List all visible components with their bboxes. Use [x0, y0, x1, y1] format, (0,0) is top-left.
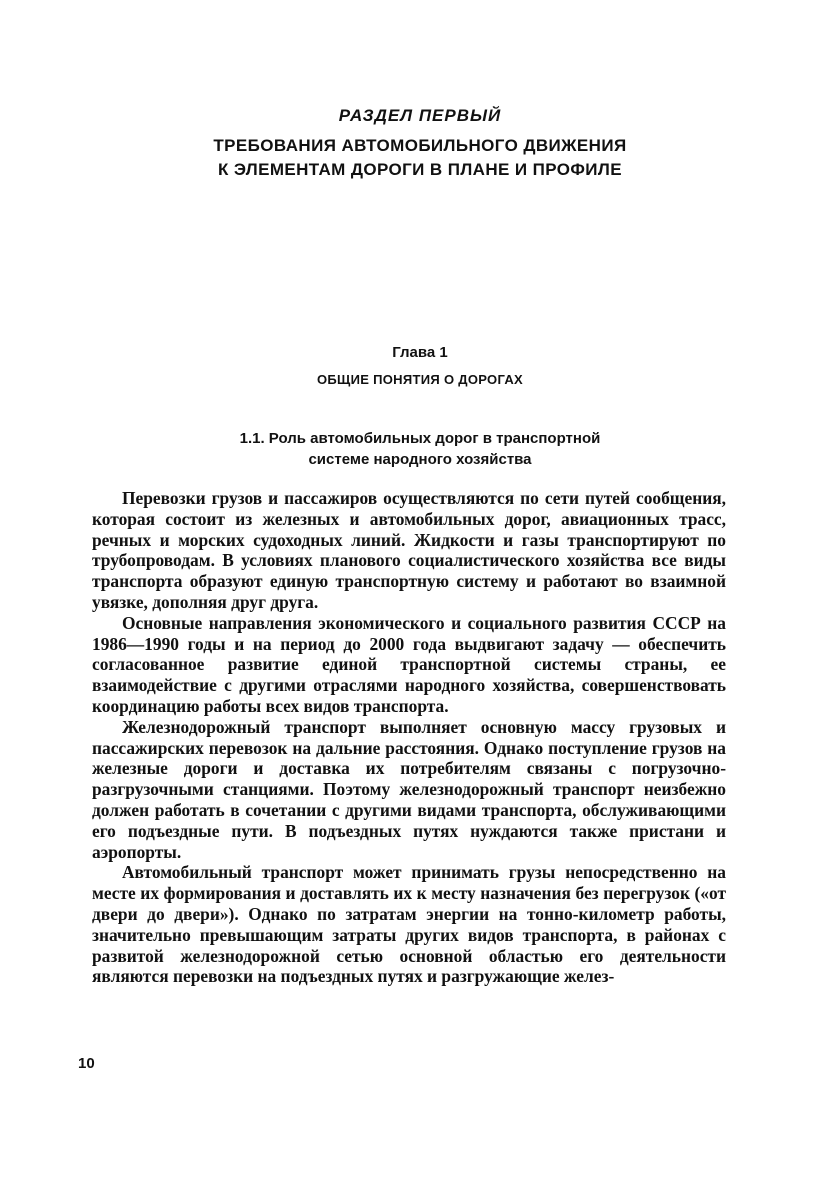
chapter-label: Глава 1 — [392, 344, 448, 361]
paragraph: Основные направления экономического и социального развития СССР на 1986—1990 годы и на период до 2000 года выдвигают задачу — обеспечить согласованное развитие единой транспортной системы страны, ее взаимодействие с другими отраслями народного хозяйства, совершенствовать координацию работы всех видов транспорта. — [92, 612, 726, 716]
subsection-title — [0, 428, 840, 470]
paragraph: Автомобильный транспорт может принимать грузы непосредственно на месте их формирования и доставлять их к месту назначения без перегрузок («от двери до двери»). Однако по затратам энергии на тонно-километр работы, значительно превышающим затраты других видов транспорта, в районах с развитой железнодорожной сетью основной областью его деятельности являются перевозки на подъездных путях и разгружающие желез- — [92, 862, 726, 987]
section-label: РАЗДЕЛ ПЕРВЫЙ — [338, 106, 502, 125]
section-title-line-1: ТРЕБОВАНИЯ АВТОМОБИЛЬНОГО ДВИЖЕНИЯ — [213, 136, 627, 155]
section-title — [0, 134, 840, 182]
subsection-title-line-1: 1.1. Роль автомобильных дорог в транспортной — [239, 430, 601, 447]
page-number: 10 — [78, 1055, 95, 1072]
paragraph: Железнодорожный транспорт выполняет основную массу грузовых и пассажирских перевозок на дальние расстояния. Однако поступление грузов на железные дороги и доставка их потребителям связаны с погрузочно-разгрузочными станциями. Поэтому железнодорожный транспорт неизбежно должен работать в сочетании с другими видами транспорта, обслуживающими его подъездные пути. В подъездных путях нуждаются также пристани и аэропорты. — [92, 716, 726, 862]
chapter-title: ОБЩИЕ ПОНЯТИЯ О ДОРОГАХ — [317, 372, 523, 387]
section-title-line-2: К ЭЛЕМЕНТАМ ДОРОГИ В ПЛАНЕ И ПРОФИЛЕ — [218, 160, 622, 179]
subsection-title-line-2: системе народного хозяйства — [308, 451, 532, 468]
paragraph: Перевозки грузов и пассажиров осуществляются по сети путей сообщения, которая состоит из железных и автомобильных дорог, авиационных трасс, речных и морских судоходных линий. Жидкости и газы транспортируют по трубопроводам. В условиях планового социалистического хозяйства все виды транспорта образуют единую транспортную систему и работают во взаимной увязке, дополняя друг друга. — [92, 488, 726, 612]
body-text — [92, 488, 726, 987]
